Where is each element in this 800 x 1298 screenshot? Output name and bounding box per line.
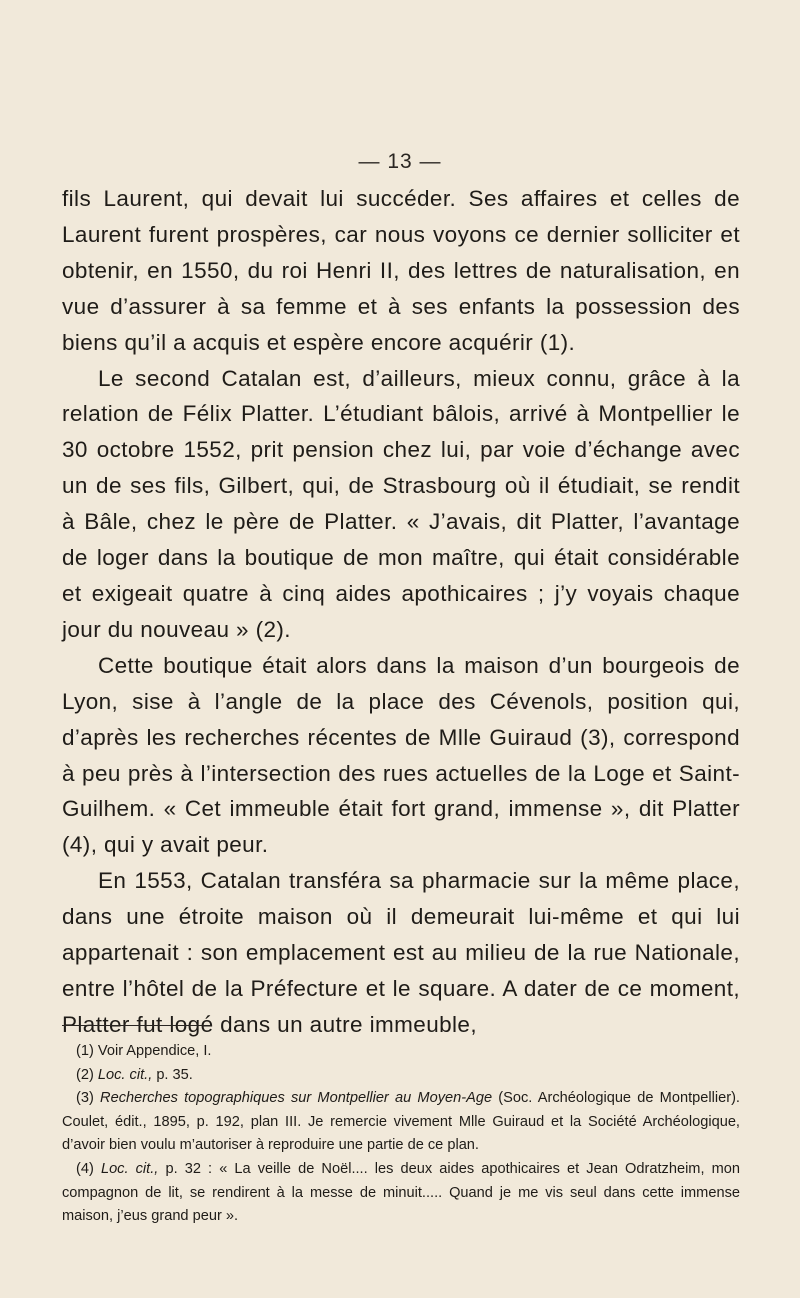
paragraph-2: Le second Catalan est, d’ailleurs, mieux connu, grâce à la relation de Félix Platter. L’étudiant bâlois, arrivé à Montpellier le 30 octobre 1552, prit pension chez lui, par voie d’échange avec un de ses fils, Gilbert, qui, de Strasbourg où il étudiait, se rendit à Bâle, chez le père de Platter. « J’avais, dit Platter, l’avantage de loger dans la boutique de mon maître, qui était considérable et exigeait quatre à cinq aides apothicaires ; j’y voyais chaque jour du nouveau » (2). [62,365,740,642]
footnote-number: (3) [76,1090,94,1107]
footnote-citation: Recherches topographiques sur Montpellier au Moyen-Age [100,1090,493,1107]
footnote-4 [62,1158,740,1229]
footnote-number: (4) [76,1160,94,1177]
footnote-text: p. 32 : « La veille de Noël.... les deux aides apothicaires et Jean Odratzheim, mon compagnon de lit, se rendirent à la messe de minuit..... Quand je me vis seul dans cette immense maison, j’eus grand peur ». [62,1160,741,1225]
footnote-citation: Loc. cit., [97,1066,153,1083]
paragraph-1: fils Laurent, qui devait lui succéder. Ses affaires et celles de Laurent furent prospères, car nous voyons ce dernier solliciter et obtenir, en 1550, du roi Henri II, des lettres de naturalisation, en vue d’assurer à sa femme et à ses enfants la possession des biens qu’il a acquis et espère encore acquérir (1). [62,186,740,355]
paragraph-3: Cette boutique était alors dans la maison d’un bourgeois de Lyon, sise à l’angle de la place des Cévenols, position qui, d’après les recherches récentes de Mlle Guiraud (3), correspond à peu près à l’intersection des rues actuelles de la Loge et Saint-Guilhem. « Cet immeuble était fort grand, immense », dit Platter (4), qui y avait peur. [62,652,740,858]
main-text [62,181,740,1043]
footnote-divider [62,1025,212,1026]
footnote-number: (1) [76,1043,94,1059]
page-number: — 13 — [358,150,442,173]
footnotes [62,1040,740,1229]
footnote-citation: Loc. cit., [100,1160,159,1177]
footnote-number: (2) [76,1066,94,1083]
footnote-text: (Soc. Archéologique de Montpellier). Coulet, édit., 1895, p. 192, plan III. Je remercie vivement Mlle Guiraud et la Société Archéologique, d’avoir bien voulu m’autoriser à reproduire une partie de ce plan. [62,1090,740,1154]
footnote-2 [62,1064,740,1088]
footnote-1 [62,1040,740,1064]
paragraph-4: En 1553, Catalan transféra sa pharmacie sur la même place, dans une étroite maison où il demeurait lui-même et qui lui appartenait : son emplacement est au milieu de la rue Nationale, entre l’hôtel de la Préfecture et le square. A dater de ce moment, Platter fut logé dans un autre immeuble, [62,868,740,1037]
footnote-text: Voir Appendice, I. [97,1043,212,1059]
footnote-3 [62,1087,740,1158]
footnote-text: p. 35. [156,1066,193,1083]
